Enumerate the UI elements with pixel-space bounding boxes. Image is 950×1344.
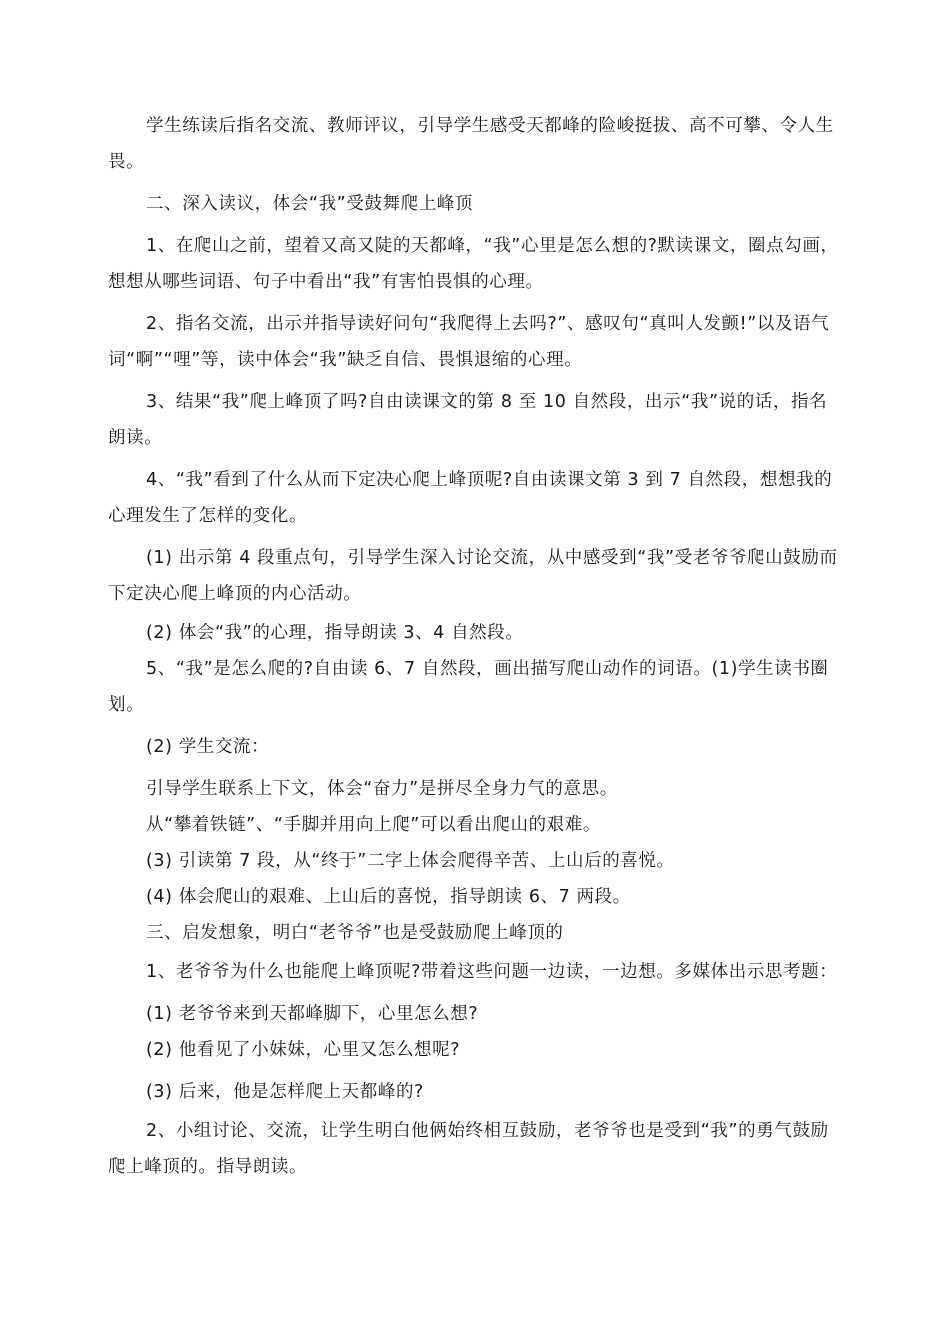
paragraph-8: (2) 体会“我”的心理，指导朗读 3、4 自然段。: [146, 623, 524, 643]
paragraph-17: (1) 老爷爷来到天都峰脚下，心里怎么想?: [146, 1004, 479, 1024]
paragraph-20: 2、小组讨论、交流，让学生明白他俩始终相互鼓励，老爷爷也是受到“我”的勇气鼓励爬上峰顶的。指导朗读。: [108, 1121, 829, 1177]
paragraph-13: (3) 引读第 7 段，从“终于”二字上体会爬得辛苦、上山后的喜悦。: [146, 851, 675, 871]
paragraph-11: 引导学生联系上下文，体会“奋力”是拼尽全身力气的意思。: [146, 779, 618, 799]
document-body: [108, 108, 843, 1185]
paragraph-19: (3) 后来，他是怎样爬上天都峰的?: [146, 1082, 424, 1102]
paragraph-18: (2) 他看见了小妹妹，心里又怎么想呢?: [146, 1040, 461, 1060]
paragraph-9: 5、“我”是怎么爬的?自由读 6、7 自然段，画出描写爬山动作的词语。(1)学生读书圈划。: [108, 659, 829, 715]
paragraph-12: 从“攀着铁链”、“手脚并用向上爬”可以看出爬山的艰难。: [146, 815, 601, 835]
paragraph-10: (2) 学生交流：: [146, 737, 270, 757]
paragraph-3: 1、在爬山之前，望着又高又陡的天都峰，“我”心里是怎么想的?默读课文，圈点勾画，想想从哪些词语、句子中看出“我”有害怕畏惧的心理。: [108, 236, 839, 292]
section-heading-15: 三、启发想象，明白“老爷爷”也是受鼓励爬上峰顶的: [146, 923, 564, 943]
paragraph-5: 3、结果“我”爬上峰顶了吗?自由读课文的第 8 至 10 自然段，出示“我”说的话，指名朗读。: [108, 392, 828, 448]
paragraph-7: (1) 出示第 4 段重点句，引导学生深入讨论交流，从中感受到“我”受老爷爷爬山鼓励而下定决心爬上峰顶的内心活动。: [108, 548, 838, 604]
paragraph-4: 2、指名交流，出示并指导读好问句“我爬得上去吗?”、感叹句“真叫人发颤!”以及语气词“啊”“哩”等，读中体会“我”缺乏自信、畏惧退缩的心理。: [108, 314, 830, 370]
paragraph-16: 1、老爷爷为什么也能爬上峰顶呢?带着这些问题一边读，一边想。多媒体出示思考题：: [146, 962, 838, 982]
paragraph-1: 学生练读后指名交流、教师评议，引导学生感受天都峰的险峻挺拔、高不可攀、令人生畏。: [108, 116, 834, 172]
paragraph-6: 4、“我”看到了什么从而下定决心爬上峰顶呢?自由读课文第 3 到 7 自然段，想想我的心理发生了怎样的变化。: [108, 470, 833, 526]
paragraph-14: (4) 体会爬山的艰难、上山后的喜悦，指导朗读 6、7 两段。: [146, 887, 631, 907]
section-heading-2: 二、深入读议，体会“我”受鼓舞爬上峰顶: [146, 194, 474, 214]
